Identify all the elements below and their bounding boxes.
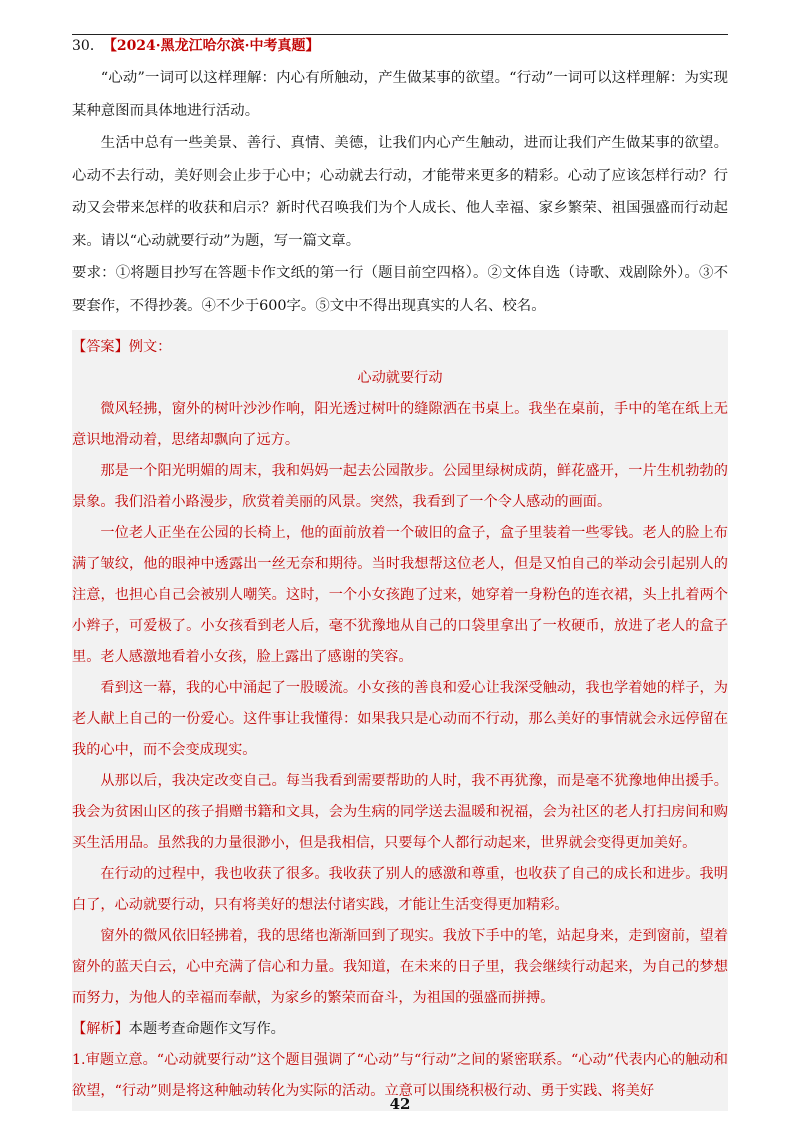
analysis-intro: 本题考查命题作文写作。 — [128, 1021, 285, 1037]
document-page — [72, 36, 728, 1111]
essay-title: 心动就要行动 — [357, 370, 443, 386]
question-number: 30． — [72, 38, 104, 54]
top-rule — [72, 34, 728, 35]
prompt-paragraph-1: “心动”一词可以这样理解：内心有所触动，产生做某事的欲望。“行动”一词可以这样理解：为实现某种意图而具体地进行活动。 — [72, 70, 728, 119]
analysis-label: 【解析】 — [72, 1021, 129, 1037]
essay-paragraph: 在行动的过程中，我也收获了很多。我收获了别人的感激和尊重，也收获了自己的成长和进步。我明白了，心动就要行动，只有将美好的想法付诸实践，才能让生活变得更加精彩。 — [72, 866, 728, 913]
analysis-point-1: 1.审题立意。“心动就要行动”这个题目强调了“心动”与“行动”之间的紧密联系。“心动”代表内心的触动和欲望，“行动”则是将这种触动转化为实际的活动。立意可以围绕积极行动、勇于实践、将美好 — [72, 1052, 728, 1099]
essay-paragraph: 微风轻拂，窗外的树叶沙沙作响，阳光透过树叶的缝隙洒在书桌上。我坐在桌前，手中的笔在纸上无意识地滑动着，思绪却飘向了远方。 — [72, 401, 728, 448]
question-header — [72, 36, 728, 56]
answer-block — [72, 330, 728, 1111]
essay-paragraph: 从那以后，我决定改变自己。每当我看到需要帮助的人时，我不再犹豫，而是毫不犹豫地伸出援手。我会为贫困山区的孩子捐赠书籍和文具，会为生病的同学送去温暖和祝福，会为社区的老人打扫房间和购买生活用品。虽然我的力量很渺小，但是我相信，只要每个人都行动起来，世界就会变得更加美好。 — [72, 773, 728, 851]
analysis-line — [72, 1014, 728, 1045]
requirements: 要求：①将题目抄写在答题卡作文纸的第一行（题目前空四格）。②文体自选（诗歌、戏剧除外）。③不要套作，不得抄袭。④不少于600字。⑤文中不得出现真实的人名、校名。 — [72, 265, 728, 314]
essay-paragraph: 那是一个阳光明媚的周末，我和妈妈一起去公园散步。公园里绿树成荫，鲜花盛开，一片生机勃勃的景象。我们沿着小路漫步，欣赏着美丽的风景。突然，我看到了一个令人感动的画面。 — [72, 463, 728, 510]
essay-paragraph: 看到这一幕，我的心中涌起了一股暖流。小女孩的善良和爱心让我深受触动，我也学着她的样子，为老人献上自己的一份爱心。这件事让我懂得：如果我只是心动而不行动，那么美好的事情就会永远停留在我的心中，而不会变成现实。 — [72, 680, 728, 758]
answer-label: 【答案】例文： — [72, 339, 172, 355]
page-number: 42 — [389, 1095, 411, 1113]
essay-paragraph: 窗外的微风依旧轻拂着，我的思绪也渐渐回到了现实。我放下手中的笔，站起身来，走到窗前，望着窗外的蓝天白云，心中充满了信心和力量。我知道，在未来的日子里，我会继续行动起来，为自己的梦想而努力，为他人的幸福而奉献，为家乡的繁荣而奋斗，为祖国的强盛而拼搏。 — [72, 928, 728, 1006]
prompt-paragraph-2: 生活中总有一些美景、善行、真情、美德，让我们内心产生触动，进而让我们产生做某事的欲望。心动不去行动，美好则会止步于心中；心动就去行动，才能带来更多的精彩。心动了应该怎样行动？行动又会带来怎样的收获和启示？新时代召唤我们为个人成长、他人幸福、家乡繁荣、祖国强盛而行动起来。请以“心动就要行动”为题，写一篇文章。 — [72, 135, 728, 249]
question-source: 【2024·黑龙江哈尔滨·中考真题】 — [109, 38, 320, 54]
essay-paragraph: 一位老人正坐在公园的长椅上，他的面前放着一个破旧的盒子，盒子里装着一些零钱。老人的脸上布满了皱纹，他的眼神中透露出一丝无奈和期待。当时我想帮这位老人，但是又怕自己的举动会引起别人的注意，也担心自己会被别人嘲笑。这时，一个小女孩跑了过来，她穿着一身粉色的连衣裙，头上扎着两个小辫子，可爱极了。小女孩看到老人后，毫不犹豫地从自己的口袋里拿出了一枚硬币，放进了老人的盒子里。老人感激地看着小女孩，脸上露出了感谢的笑容。 — [72, 525, 728, 665]
